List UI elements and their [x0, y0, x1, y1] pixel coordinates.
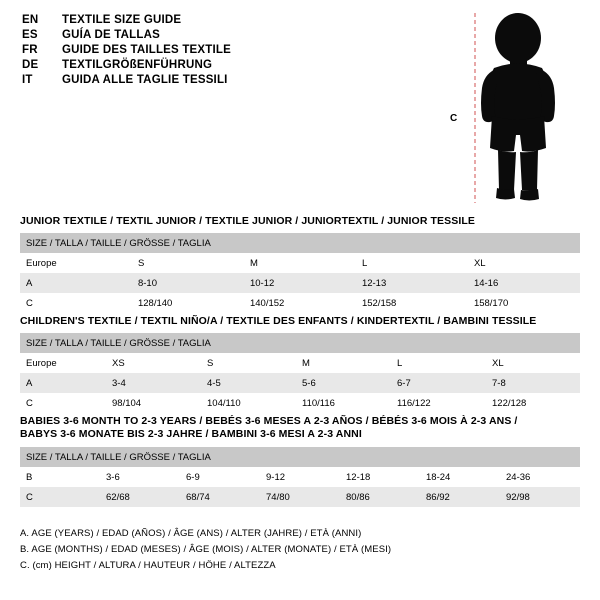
cell: 86/92 [420, 487, 500, 507]
section-title: JUNIOR TEXTILE / TEXTIL JUNIOR / TEXTILE JUNIOR / JUNIORTEXTIL / JUNIOR TESSILE [20, 215, 475, 227]
cell: L [356, 253, 468, 273]
cell: 80/86 [340, 487, 420, 507]
cell: 14-16 [468, 273, 580, 293]
language-title: GUÍA DE TALLAS [62, 29, 160, 41]
row-label: Europe [20, 253, 132, 273]
section-children-textile [20, 315, 580, 413]
cell: 5-6 [296, 373, 391, 393]
language-row [22, 74, 442, 86]
footnote-a: A. AGE (YEARS) / EDAD (AÑOS) / ÂGE (ANS) / ALTER (JAHRE) / ETÀ (ANNI) [20, 528, 362, 539]
cell: 92/98 [500, 487, 580, 507]
language-row [22, 14, 442, 26]
cell: 104/110 [201, 393, 296, 413]
cell: 12-13 [356, 273, 468, 293]
cell: 158/170 [468, 293, 580, 313]
cell: M [244, 253, 356, 273]
table-row [20, 353, 580, 373]
cell: 98/104 [106, 393, 201, 413]
cell: S [132, 253, 244, 273]
section-babies-textile [20, 415, 580, 507]
babies-size-table [20, 447, 580, 507]
table-header-row [20, 333, 580, 353]
section-title-line2: BABYS 3-6 MONATE BIS 2-3 JAHRE / BAMBINI 3-6 MESI A 2-3 ANNI [20, 428, 362, 440]
row-label: C [20, 393, 106, 413]
table-row [20, 373, 580, 393]
junior-size-table [20, 233, 580, 313]
cell: 116/122 [391, 393, 486, 413]
language-title-block [22, 14, 442, 89]
language-title: TEXTILE SIZE GUIDE [62, 14, 182, 26]
table-row [20, 393, 580, 413]
table-row [20, 273, 580, 293]
cell: 12-18 [340, 467, 420, 487]
row-label: A [20, 273, 132, 293]
language-code: DE [22, 59, 39, 71]
cell: 74/80 [260, 487, 340, 507]
language-title: GUIDE DES TAILLES TEXTILE [62, 44, 231, 56]
language-code: EN [22, 14, 39, 26]
size-header-label: SIZE / TALLA / TAILLE / GRÖSSE / TAGLIA [20, 233, 580, 253]
toddler-body [481, 13, 555, 201]
cell: 62/68 [100, 487, 180, 507]
section-title [20, 415, 580, 441]
language-row [22, 44, 442, 56]
row-label: C [20, 293, 132, 313]
table-row [20, 253, 580, 273]
section-title-line1: BABIES 3-6 MONTH TO 2-3 YEARS / BEBÉS 3-6 MESES A 2-3 AÑOS / BÉBÉS 3-6 MOIS À 2-3 ANS / [20, 415, 518, 427]
row-label: A [20, 373, 106, 393]
cell: XL [486, 353, 580, 373]
language-title: GUIDA ALLE TAGLIE TESSILI [62, 74, 228, 86]
table-header-row [20, 233, 580, 253]
cell: 128/140 [132, 293, 244, 313]
section-title: CHILDREN'S TEXTILE / TEXTIL NIÑO/A / TEXTILE DES ENFANTS / KINDERTEXTIL / BAMBINI TESSILE [20, 315, 537, 327]
language-code: IT [22, 74, 33, 86]
cell: S [201, 353, 296, 373]
cell: 3-6 [100, 467, 180, 487]
cell: 68/74 [180, 487, 260, 507]
children-size-table [20, 333, 580, 413]
size-header-label: SIZE / TALLA / TAILLE / GRÖSSE / TAGLIA [20, 333, 580, 353]
figure-area [450, 8, 590, 208]
table-header-row [20, 447, 580, 467]
cell: XS [106, 353, 201, 373]
language-title: TEXTILGRÖßENFÜHRUNG [62, 59, 213, 71]
language-code: ES [22, 29, 38, 41]
table-row [20, 293, 580, 313]
cell: 6-9 [180, 467, 260, 487]
cell: M [296, 353, 391, 373]
footnotes-block [20, 528, 580, 576]
measure-label-c: C [450, 113, 458, 124]
table-row [20, 487, 580, 507]
cell: 152/158 [356, 293, 468, 313]
cell: 9-12 [260, 467, 340, 487]
language-row [22, 29, 442, 41]
cell: XL [468, 253, 580, 273]
cell: 8-10 [132, 273, 244, 293]
footnote-c: C. (cm) HEIGHT / ALTURA / HAUTEUR / HÖHE / ALTEZZA [20, 560, 276, 571]
cell: 3-4 [106, 373, 201, 393]
row-label: B [20, 467, 100, 487]
cell: L [391, 353, 486, 373]
cell: 110/116 [296, 393, 391, 413]
cell: 6-7 [391, 373, 486, 393]
footnote-b: B. AGE (MONTHS) / EDAD (MESES) / ÂGE (MOIS) / ALTER (MONATE) / ETÀ (MESI) [20, 544, 392, 555]
cell: 24-36 [500, 467, 580, 487]
row-label: C [20, 487, 100, 507]
cell: 7-8 [486, 373, 580, 393]
table-row [20, 467, 580, 487]
row-label: Europe [20, 353, 106, 373]
section-junior-textile [20, 215, 580, 313]
language-row [22, 59, 442, 71]
size-header-label: SIZE / TALLA / TAILLE / GRÖSSE / TAGLIA [20, 447, 580, 467]
cell: 140/152 [244, 293, 356, 313]
cell: 4-5 [201, 373, 296, 393]
language-code: FR [22, 44, 38, 56]
cell: 10-12 [244, 273, 356, 293]
toddler-silhouette-icon [450, 8, 590, 208]
cell: 122/128 [486, 393, 580, 413]
cell: 18-24 [420, 467, 500, 487]
